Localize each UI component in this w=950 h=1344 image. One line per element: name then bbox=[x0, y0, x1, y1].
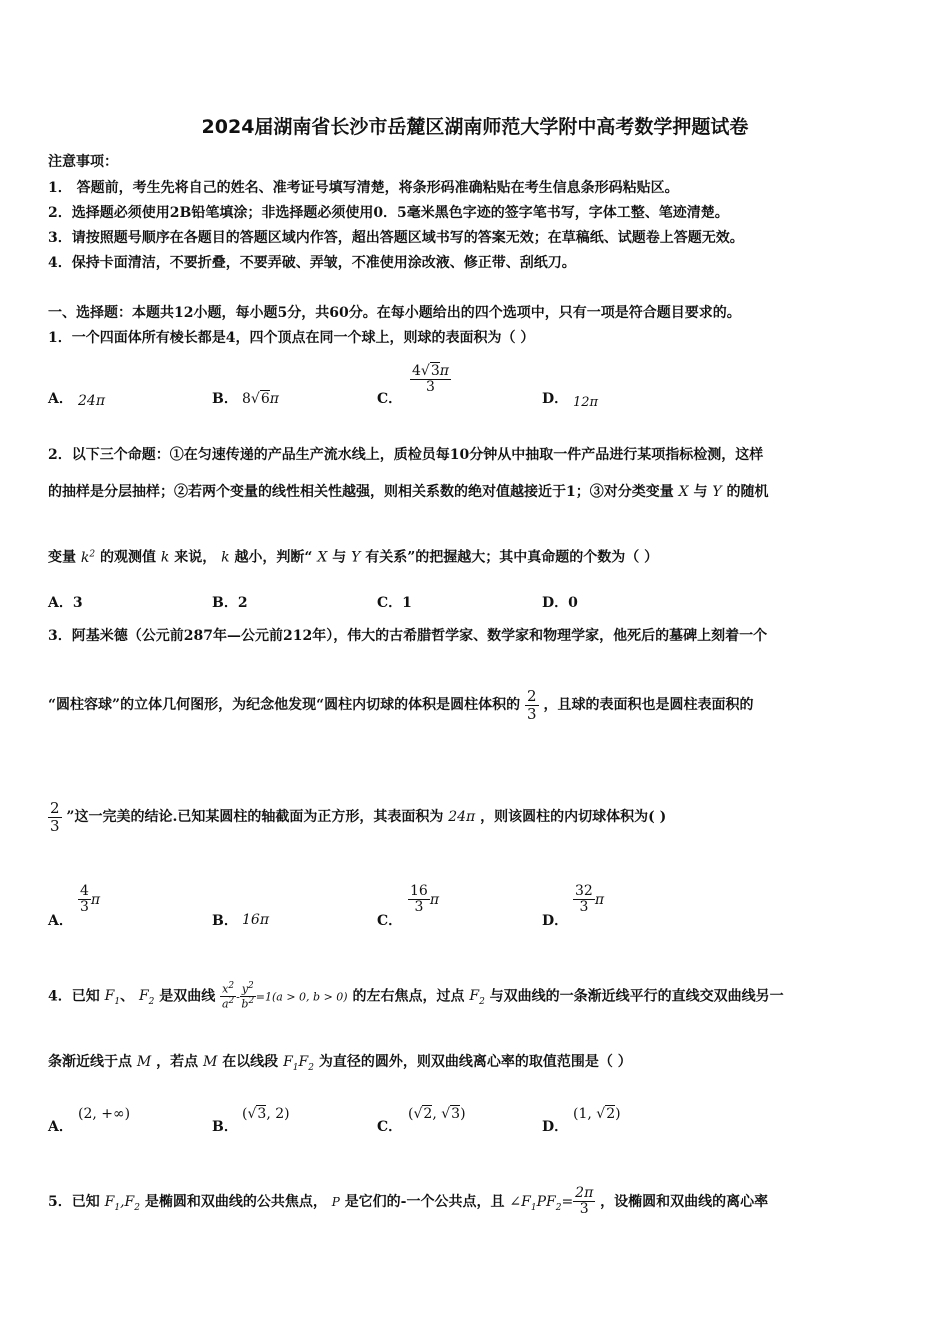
q1-c-radicand: 3 bbox=[430, 363, 440, 379]
q3-a-num: 4 bbox=[80, 883, 89, 899]
q3-frac-num: 2 bbox=[527, 687, 537, 705]
notice-item: 2．选择题必须使用2B铅笔填涂；非选择题必须使用0．5毫米黑色字迹的签字笔书写，字体工整、笔迹清楚。 bbox=[48, 205, 729, 221]
q3-option-a-value bbox=[78, 884, 100, 916]
q2-k-squared bbox=[81, 550, 95, 566]
q1-c-den: 3 bbox=[426, 379, 435, 396]
q5-line1c: 是它们的-一个公共点，且 bbox=[344, 1193, 505, 1210]
q3-line3a: ”这一完美的结论.已知某圆柱的轴截面为正方形，其表面积为 bbox=[66, 809, 444, 825]
q2-line2a: 的抽样是分层抽样；②若两个变量的线性相关性越强，则相关系数的绝对值越接近于1；③对分类变量 bbox=[48, 484, 674, 500]
q2-line3e: 有关系”的把握越大；其中真命题的个数为（ ） bbox=[365, 549, 659, 566]
q2-exponent: 2 bbox=[89, 549, 96, 559]
q5-angle-pf2: PF bbox=[536, 1193, 556, 1210]
q1-option-d-label: D． bbox=[542, 391, 569, 407]
q2-k: k bbox=[80, 549, 90, 566]
question-4-line-1: 4．已知 $F_1$、 $F_2$ 是双曲线 $\frac{x^2}{a^2}$ - $\frac{y^2}{b^2}$ =1(a > 0, b > 0) 的左右焦点，过点 $F_2$ 与双曲线的一条渐近线平行的直线交双曲线另一 bbox=[48, 981, 784, 1011]
q4-y: y bbox=[241, 982, 249, 996]
q4-f1-sub: 1 bbox=[114, 997, 121, 1008]
q4-f1-f: F bbox=[104, 988, 115, 1005]
notice-item: 4．保持卡面清洁，不要折叠，不要弄破、弄皱，不准使用涂改液、修正带、刮纸刀。 bbox=[48, 255, 576, 271]
q4-b-open: ( bbox=[242, 1106, 248, 1122]
question-3-line-2 bbox=[48, 688, 910, 722]
q1-option-c-label: C． bbox=[377, 391, 403, 407]
q4-option-c-label: C． bbox=[377, 1119, 403, 1135]
q4-point-m: M bbox=[136, 1054, 152, 1070]
q2-line3a: 变量 bbox=[48, 549, 76, 566]
q5-f2-sub: 2 bbox=[134, 1202, 140, 1213]
q1-b-radicand: 6 bbox=[260, 391, 270, 407]
q1-option-a-value: 24π bbox=[78, 393, 106, 409]
q2-k-value: k bbox=[160, 549, 170, 566]
q4-line2c: 在以线段 bbox=[222, 1054, 279, 1070]
q3-d-num: 32 bbox=[575, 883, 593, 899]
q2-option-d: D．0 bbox=[542, 595, 578, 611]
section-heading: 一、选择题：本题共12小题，每小题5分，共60分。在每小题给出的四个选项中，只有一项是符合题目要求的。 bbox=[48, 305, 741, 321]
q1-c-pi: π bbox=[439, 363, 449, 379]
q3-option-d-value bbox=[573, 884, 604, 916]
q4-f2-f: F bbox=[138, 988, 149, 1005]
notice-item: 3．请按照题号顺序在各题目的答题区域内作答，超出答题区域书写的答案无效；在草稿纸、试题卷上答题无效。 bbox=[48, 230, 744, 246]
q1-b-coef: 8 bbox=[242, 391, 251, 407]
q4-y-frac bbox=[240, 982, 256, 1011]
q3-c-num: 16 bbox=[410, 883, 428, 899]
q4-comma: 、 bbox=[120, 988, 135, 1005]
question-2-line-2 bbox=[48, 482, 910, 502]
q2-var-x: X bbox=[678, 484, 689, 500]
q4-y-exp: 2 bbox=[248, 981, 254, 991]
q4-line1c: 的左右焦点，过点 bbox=[352, 988, 465, 1005]
q2-and: 与 bbox=[693, 484, 708, 500]
q5-point-p: P bbox=[331, 1194, 340, 1209]
q2-line3d: 越小，判断“ bbox=[234, 549, 313, 566]
q4-f2b-f: F bbox=[469, 988, 480, 1005]
q5-angle-s1: 1 bbox=[530, 1202, 537, 1213]
notice-heading: 注意事项： bbox=[48, 154, 118, 170]
q4-option-d-value: (1, √2) bbox=[573, 1106, 621, 1122]
q4-f2b-sub: 2 bbox=[479, 997, 485, 1008]
q3-option-c-label: C． bbox=[377, 913, 403, 929]
q3-d-pi: π bbox=[594, 891, 605, 908]
q1-option-b-value: 8√6π bbox=[242, 391, 279, 407]
q1-option-d-value: 12π bbox=[573, 395, 599, 410]
q4-f1f2-s1: 1 bbox=[292, 1062, 299, 1073]
q2-line2b: 的随机 bbox=[726, 484, 769, 500]
q1-option-b-label: B． bbox=[212, 391, 238, 407]
q4-line2d: 为直径的圆外，则双曲线离心率的取值范围是（ ） bbox=[318, 1054, 632, 1070]
q3-c-den: 3 bbox=[414, 899, 424, 916]
q4-x-exp: 2 bbox=[228, 981, 235, 991]
q4-f2 bbox=[138, 988, 155, 1008]
q4-option-a-label: A． bbox=[48, 1119, 73, 1135]
q2-var-y: Y bbox=[712, 484, 722, 500]
q2-line3c: 来说， bbox=[174, 549, 217, 566]
q2-option-a: A．3 bbox=[48, 595, 83, 611]
q3-frac-num-2: 2 bbox=[50, 799, 60, 817]
q4-b-exp: 2 bbox=[248, 995, 255, 1006]
q4-x-frac bbox=[220, 982, 236, 1011]
q3-option-b-label: B． bbox=[212, 913, 238, 929]
q4-f1f2-s2: 2 bbox=[308, 1062, 314, 1073]
q4-f2-b bbox=[469, 988, 485, 1008]
q2-k-value-2: k bbox=[221, 549, 230, 566]
q4-point-m-2: M bbox=[202, 1054, 218, 1070]
q4-line1b: 是双曲线 bbox=[159, 988, 216, 1005]
q3-frac-den: 3 bbox=[527, 704, 537, 723]
q4-d-open: (1, bbox=[573, 1106, 597, 1122]
q3-option-d-label: D． bbox=[542, 913, 569, 929]
q5-f1: F bbox=[104, 1193, 115, 1210]
q3-d-den: 3 bbox=[579, 899, 589, 916]
q3-c-pi: π bbox=[429, 891, 440, 908]
q4-option-b-value: (√3, 2) bbox=[242, 1106, 290, 1122]
q4-f1 bbox=[104, 988, 121, 1008]
q4-b-radicand: 3 bbox=[257, 1106, 267, 1122]
q2-option-b: B．2 bbox=[212, 595, 248, 611]
q4-f2-sub: 2 bbox=[148, 997, 155, 1008]
q5-line1b: 是椭圆和双曲线的公共焦点， bbox=[144, 1193, 327, 1210]
q3-fraction-2 bbox=[48, 800, 62, 834]
q3-option-c-value bbox=[408, 884, 439, 916]
q4-c-close: ) bbox=[460, 1106, 466, 1122]
question-3-line-3 bbox=[48, 800, 910, 834]
q4-c-radicand-2: 3 bbox=[451, 1106, 461, 1122]
question-2-line-3 bbox=[48, 544, 910, 568]
q3-fraction bbox=[525, 688, 539, 722]
q2-var-y-2: Y bbox=[351, 549, 361, 566]
q5-foci: $F_1,F_2$ bbox=[104, 1193, 140, 1213]
q3-a-den: 3 bbox=[80, 899, 89, 916]
q4-line2b: ，若点 bbox=[156, 1054, 199, 1070]
q3-option-a-label: A． bbox=[48, 913, 73, 929]
q5-angle-f1: ∠F bbox=[509, 1193, 531, 1210]
q5-frac-num: 2π bbox=[575, 1185, 594, 1201]
q5-angle bbox=[509, 1193, 562, 1213]
q4-d-radicand: 2 bbox=[606, 1106, 616, 1122]
q3-area: 24π bbox=[448, 809, 476, 825]
q4-f1f2 bbox=[283, 1054, 314, 1073]
q4-a-exp: 2 bbox=[228, 995, 235, 1006]
q1-b-pi: π bbox=[269, 391, 279, 407]
q4-equation: =1(a > 0, b > 0) bbox=[255, 990, 348, 1004]
q2-line3b: 的观测值 bbox=[99, 549, 156, 566]
q2-var-x-2: X bbox=[317, 549, 328, 566]
q4-d-close: ) bbox=[615, 1106, 621, 1122]
q1-option-c-value: $\frac{4√3\pi}{3}$ bbox=[412, 363, 449, 396]
q4-option-c-value: (√2, √3) bbox=[408, 1106, 466, 1122]
q4-option-a-value: (2, +∞) bbox=[78, 1106, 131, 1122]
q4-c-radicand-1: 2 bbox=[423, 1106, 433, 1122]
q4-f1f2-f2: F bbox=[298, 1054, 309, 1070]
question-5-line-1: 5．已知 $F_1,F_2$ 是椭圆和双曲线的公共焦点， P 是它们的-一个公共点，且 $\angle F_1PF_2=$ $\frac{2\pi}{3}$ ，设椭圆和双曲线的离心率 bbox=[48, 1185, 769, 1218]
q5-frac-den: 3 bbox=[579, 1201, 589, 1218]
question-3-line-1: 3．阿基米德（公元前287年—公元前212年），伟大的古希腊哲学家、数学家和物理学家，他死后的墓碑上刻着一个 bbox=[48, 628, 768, 644]
q4-line2a: 条渐近线于点 bbox=[48, 1054, 132, 1070]
q3-line3b: ，则该圆柱的内切球体积为( ) bbox=[480, 809, 667, 825]
q5-f2: F bbox=[124, 1193, 135, 1210]
q3-line2a: “圆柱容球”的立体几何图形，为纪念他发现“圆柱内切球的体积是圆柱体积的 bbox=[48, 697, 521, 713]
q1-option-a-label: A． bbox=[48, 391, 73, 407]
q4-f1f2-f1: F bbox=[283, 1054, 293, 1070]
question-4-line-2 bbox=[48, 1052, 910, 1078]
question-2-line-1: 2．以下三个命题：①在匀速传递的产品生产流水线上，质检员每10分钟从中抽取一件产品进行某项指标检测，这样 bbox=[48, 447, 764, 463]
q4-b-close: , 2) bbox=[266, 1106, 290, 1122]
q4-b: b bbox=[241, 997, 249, 1011]
q5-angle-s2: 2 bbox=[555, 1202, 562, 1213]
q4-line1d: 与双曲线的一条渐近线平行的直线交双曲线另一 bbox=[489, 988, 784, 1005]
q4-c-open: ( bbox=[408, 1106, 414, 1122]
q3-option-b-value: 16π bbox=[242, 912, 270, 928]
question-1-stem: 1．一个四面体所有棱长都是4，四个顶点在同一个球上，则球的表面积为（ ） bbox=[48, 330, 535, 346]
q5-line1a: 5．已知 bbox=[48, 1193, 100, 1210]
q5-fraction bbox=[573, 1186, 595, 1218]
notice-item: 1． 答题前，考生先将自己的姓名、准考证号填写清楚，将条形码准确粘贴在考生信息条形码粘贴区。 bbox=[48, 180, 679, 196]
q5-f1-sub: 1 bbox=[114, 1202, 121, 1213]
q3-frac-den-2: 3 bbox=[50, 816, 60, 835]
q4-a: a bbox=[221, 997, 229, 1011]
q4-option-b-label: B． bbox=[212, 1119, 238, 1135]
q4-c-mid: , bbox=[432, 1106, 442, 1122]
q1-c-coef: 4 bbox=[412, 363, 421, 379]
q3-a-pi: π bbox=[90, 891, 101, 908]
q5-line1d: ，设椭圆和双曲线的离心率 bbox=[600, 1193, 769, 1210]
q2-and-2: 与 bbox=[332, 549, 347, 566]
page-title: 2024届湖南省长沙市岳麓区湖南师范大学附中高考数学押题试卷 bbox=[201, 116, 749, 138]
q4-x: x bbox=[222, 982, 229, 996]
q4-line1a: 4．已知 bbox=[48, 988, 100, 1005]
q4-option-d-label: D． bbox=[542, 1119, 569, 1135]
q2-option-c: C．1 bbox=[377, 595, 412, 611]
q3-line2b: ，且球的表面积也是圆柱表面积的 bbox=[543, 697, 754, 713]
